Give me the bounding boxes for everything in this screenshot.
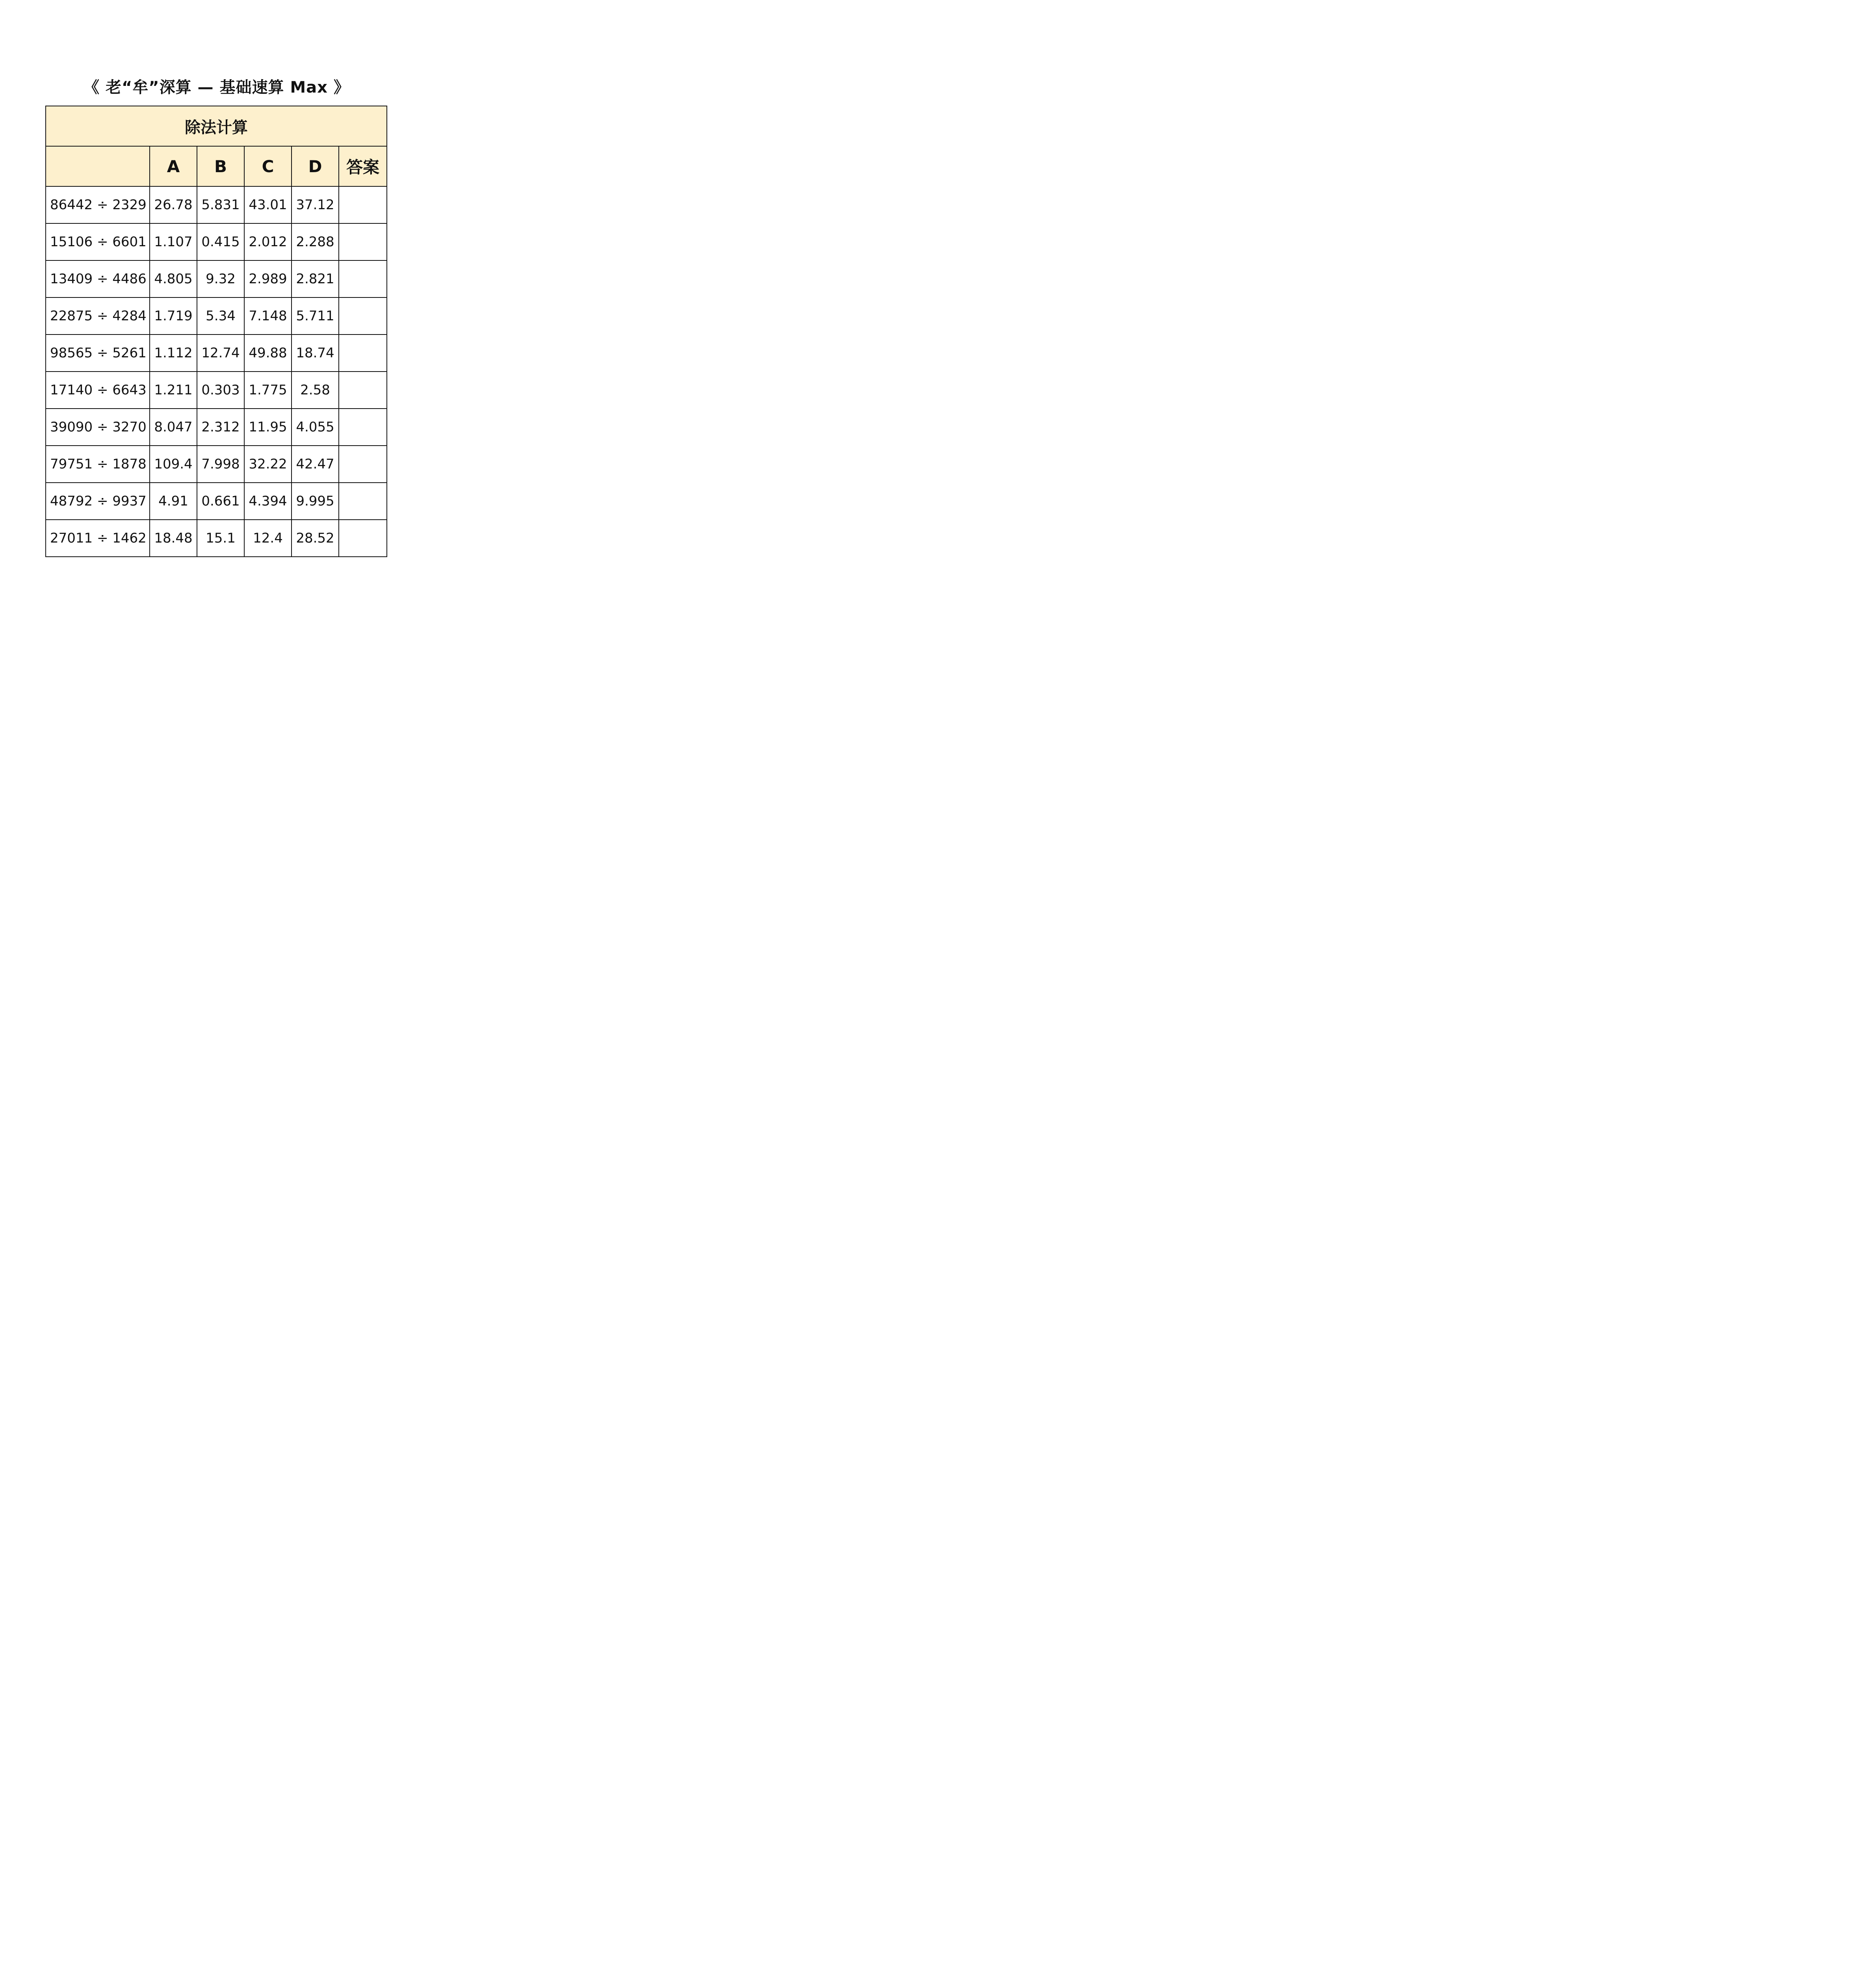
option-b-cell: 9.32 bbox=[197, 260, 244, 297]
division-table bbox=[45, 106, 387, 557]
question-cell: 22875 ÷ 4284 bbox=[46, 297, 150, 335]
option-c-cell: 2.012 bbox=[244, 223, 292, 260]
option-d-cell: 2.288 bbox=[292, 223, 339, 260]
option-b-cell: 0.303 bbox=[197, 372, 244, 409]
table-row bbox=[46, 223, 387, 260]
option-a-cell: 4.91 bbox=[150, 483, 197, 520]
option-c-cell: 7.148 bbox=[244, 297, 292, 335]
option-c-cell: 32.22 bbox=[244, 446, 292, 483]
answer-cell[interactable] bbox=[339, 483, 387, 520]
option-d-cell: 42.47 bbox=[292, 446, 339, 483]
option-b-cell: 7.998 bbox=[197, 446, 244, 483]
answer-cell[interactable] bbox=[339, 186, 387, 223]
option-b-cell: 2.312 bbox=[197, 409, 244, 446]
answer-cell[interactable] bbox=[339, 409, 387, 446]
option-d-cell: 4.055 bbox=[292, 409, 339, 446]
question-cell: 39090 ÷ 3270 bbox=[46, 409, 150, 446]
option-a-cell: 1.112 bbox=[150, 335, 197, 372]
option-b-cell: 15.1 bbox=[197, 520, 244, 557]
answer-cell[interactable] bbox=[339, 223, 387, 260]
header-option-a: A bbox=[150, 146, 197, 186]
option-b-cell: 5.34 bbox=[197, 297, 244, 335]
option-d-cell: 9.995 bbox=[292, 483, 339, 520]
option-a-cell: 1.719 bbox=[150, 297, 197, 335]
option-d-cell: 18.74 bbox=[292, 335, 339, 372]
table-caption: 除法计算 bbox=[46, 106, 387, 146]
answer-cell[interactable] bbox=[339, 520, 387, 557]
table-row bbox=[46, 409, 387, 446]
option-a-cell: 4.805 bbox=[150, 260, 197, 297]
header-question bbox=[46, 146, 150, 186]
option-d-cell: 2.58 bbox=[292, 372, 339, 409]
table-row bbox=[46, 372, 387, 409]
question-cell: 13409 ÷ 4486 bbox=[46, 260, 150, 297]
question-cell: 98565 ÷ 5261 bbox=[46, 335, 150, 372]
option-a-cell: 8.047 bbox=[150, 409, 197, 446]
option-c-cell: 11.95 bbox=[244, 409, 292, 446]
header-answer: 答案 bbox=[339, 146, 387, 186]
option-a-cell: 109.4 bbox=[150, 446, 197, 483]
question-cell: 48792 ÷ 9937 bbox=[46, 483, 150, 520]
option-d-cell: 37.12 bbox=[292, 186, 339, 223]
option-d-cell: 2.821 bbox=[292, 260, 339, 297]
table-row bbox=[46, 186, 387, 223]
table-row bbox=[46, 520, 387, 557]
header-option-c: C bbox=[244, 146, 292, 186]
option-a-cell: 1.211 bbox=[150, 372, 197, 409]
question-cell: 86442 ÷ 2329 bbox=[46, 186, 150, 223]
option-b-cell: 12.74 bbox=[197, 335, 244, 372]
answer-cell[interactable] bbox=[339, 446, 387, 483]
question-cell: 15106 ÷ 6601 bbox=[46, 223, 150, 260]
column-header-row bbox=[46, 146, 387, 186]
table-row bbox=[46, 446, 387, 483]
answer-cell[interactable] bbox=[339, 335, 387, 372]
answer-cell[interactable] bbox=[339, 297, 387, 335]
table-row bbox=[46, 297, 387, 335]
option-a-cell: 18.48 bbox=[150, 520, 197, 557]
option-b-cell: 0.661 bbox=[197, 483, 244, 520]
table-row bbox=[46, 483, 387, 520]
option-a-cell: 1.107 bbox=[150, 223, 197, 260]
table-caption-row bbox=[46, 106, 387, 146]
option-c-cell: 49.88 bbox=[244, 335, 292, 372]
table-row bbox=[46, 260, 387, 297]
option-d-cell: 28.52 bbox=[292, 520, 339, 557]
question-cell: 17140 ÷ 6643 bbox=[46, 372, 150, 409]
option-c-cell: 1.775 bbox=[244, 372, 292, 409]
page-title: 《 老“牟”深算 — 基础速算 Max 》 bbox=[84, 78, 350, 97]
option-c-cell: 2.989 bbox=[244, 260, 292, 297]
option-b-cell: 0.415 bbox=[197, 223, 244, 260]
option-b-cell: 5.831 bbox=[197, 186, 244, 223]
answer-cell[interactable] bbox=[339, 372, 387, 409]
option-c-cell: 43.01 bbox=[244, 186, 292, 223]
option-a-cell: 26.78 bbox=[150, 186, 197, 223]
question-cell: 79751 ÷ 1878 bbox=[46, 446, 150, 483]
question-cell: 27011 ÷ 1462 bbox=[46, 520, 150, 557]
header-option-b: B bbox=[197, 146, 244, 186]
header-option-d: D bbox=[292, 146, 339, 186]
option-c-cell: 4.394 bbox=[244, 483, 292, 520]
answer-cell[interactable] bbox=[339, 260, 387, 297]
option-c-cell: 12.4 bbox=[244, 520, 292, 557]
table-row bbox=[46, 335, 387, 372]
option-d-cell: 5.711 bbox=[292, 297, 339, 335]
